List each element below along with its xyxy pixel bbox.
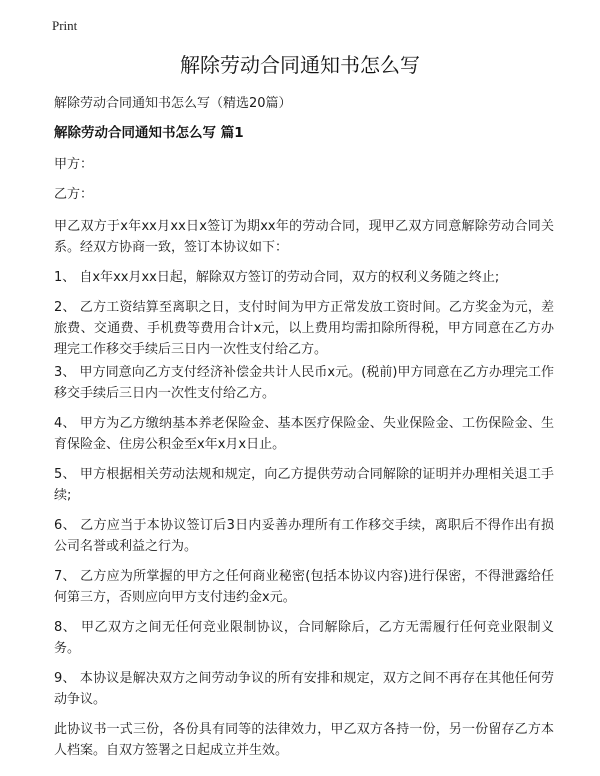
clause-2: 2、 乙方工资结算至离职之日，支付时间为甲方正常发放工资时间。乙方奖金为元，差旅费、交通费、手机费等费用合计x元，以上费用均需扣除所得税，甲方同意在乙方办理完工作移交手续后三日内一次性支付给乙方。 (54, 300, 554, 357)
intro-paragraph: 甲乙双方于x年xx月xx日x签订为期xx年的劳动合同，现甲乙双方同意解除劳动合同关系。经双方协商一致，签订本协议如下： (54, 219, 554, 255)
party-a-line: 甲方： (54, 157, 94, 172)
clause-8: 8、 甲乙双方之间无任何竞业限制协议，合同解除后，乙方无需履行任何竞业限制义务。 (54, 620, 554, 656)
clause-4: 4、 甲方为乙方缴纳基本养老保险金、基本医疗保险金、失业保险金、工伤保险金、生育保险金、住房公积金至x年x月x日止。 (54, 416, 554, 452)
print-link[interactable]: Print (52, 18, 78, 33)
section-heading: 解除劳动合同通知书怎么写 篇1 (54, 125, 244, 141)
clause-3: 3、 甲方同意向乙方支付经济补偿金共计人民币x元。(税前)甲方同意在乙方办理完工作移交手续后三日内一次性支付给乙方。 (54, 365, 554, 401)
clause-1: 1、 自x年xx月xx日起，解除双方签订的劳动合同，双方的权利义务随之终止; (54, 270, 500, 285)
closing-paragraph: 此协议书一式三份，各份具有同等的法律效力，甲乙双方各持一份，另一份留存乙方本人档案。自双方签署之日起成立并生效。 (54, 722, 554, 758)
clause-5: 5、 甲方根据相关劳动法规和规定，向乙方提供劳动合同解除的证明并办理相关退工手续; (54, 467, 554, 503)
clause-9: 9、 本协议是解决双方之间劳动争议的所有安排和规定，双方之间不再存在其他任何劳动争议。 (54, 671, 554, 707)
clause-6: 6、 乙方应当于本协议签订后3日内妥善办理所有工作移交手续，离职后不得作出有损公司名誉或利益之行为。 (54, 518, 554, 554)
document-subtitle: 解除劳动合同通知书怎么写（精选20篇） (54, 96, 292, 111)
document-title: 解除劳动合同通知书怎么写 (180, 53, 420, 77)
party-b-line: 乙方： (54, 187, 94, 202)
clause-7: 7、 乙方应为所掌握的甲方之任何商业秘密(包括本协议内容)进行保密，不得泄露给任何第三方，否则应向甲方支付违约金x元。 (54, 569, 554, 605)
